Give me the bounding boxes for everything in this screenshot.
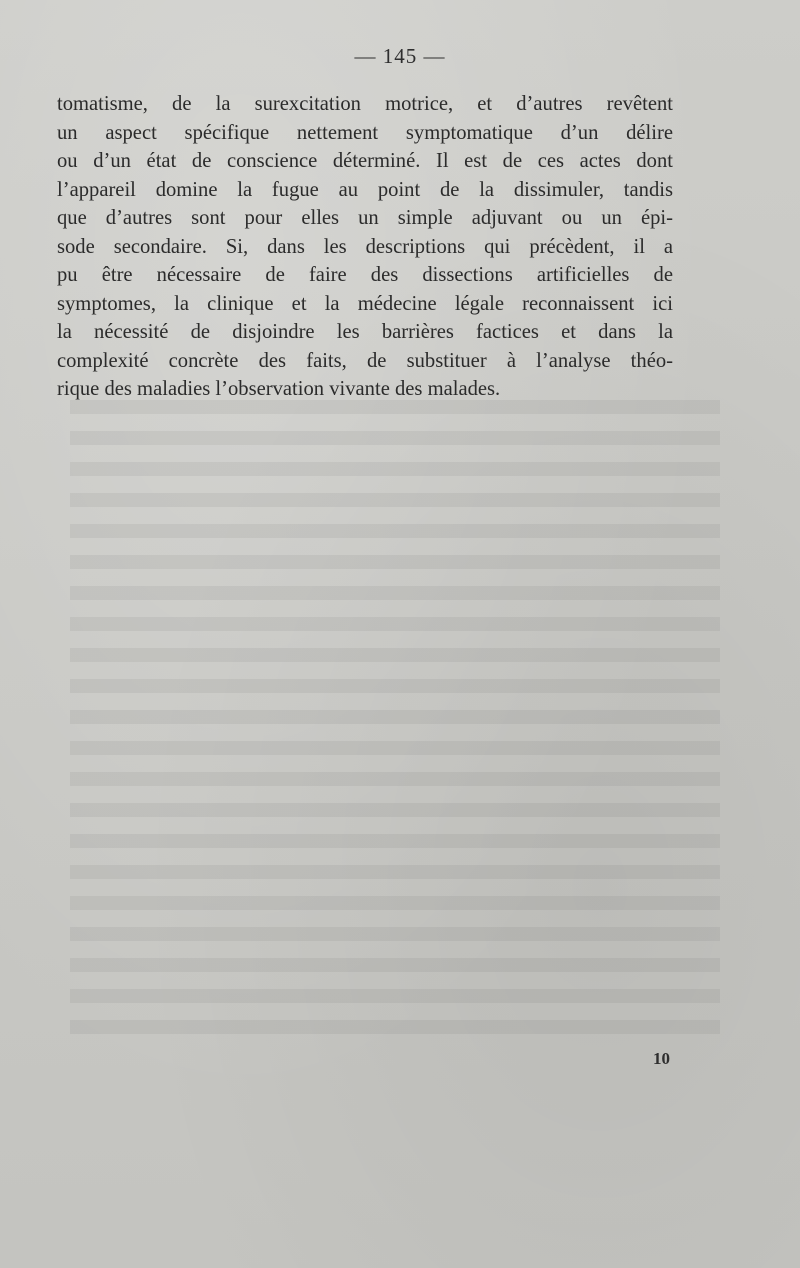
text-line: que d’autres sont pour elles un simple adjuvant ou un épi-: [57, 207, 673, 229]
text-line: sode secondaire. Si, dans les descriptions qui précèdent, il a: [57, 235, 673, 258]
text-line: rique des maladies l’observation vivante des malades.: [57, 378, 501, 400]
body-paragraph: [57, 90, 673, 404]
text-line: complexité concrète des faits, de substituer à l’analyse théo-: [57, 349, 673, 372]
signature-mark: 10: [653, 1049, 670, 1068]
text-line: ou d’un état de conscience déterminé. Il est de ces actes dont: [57, 150, 673, 172]
text-line: l’appareil domine la fugue au point de la dissimuler, tandis: [57, 178, 673, 201]
text-line: pu être nécessaire de faire des dissections artificielles de: [57, 264, 673, 286]
text-line: un aspect spécifique nettement symptomatique d’un délire: [57, 121, 673, 144]
page-number: — 145 —: [354, 44, 446, 68]
show-through-texture: [70, 400, 720, 1040]
text-line: symptomes, la clinique et la médecine légale reconnaissent ici: [57, 292, 673, 315]
text-line: tomatisme, de la surexcitation motrice, et d’autres revêtent: [57, 93, 673, 115]
text-line: la nécessité de disjoindre les barrières factices et dans la: [57, 321, 673, 343]
